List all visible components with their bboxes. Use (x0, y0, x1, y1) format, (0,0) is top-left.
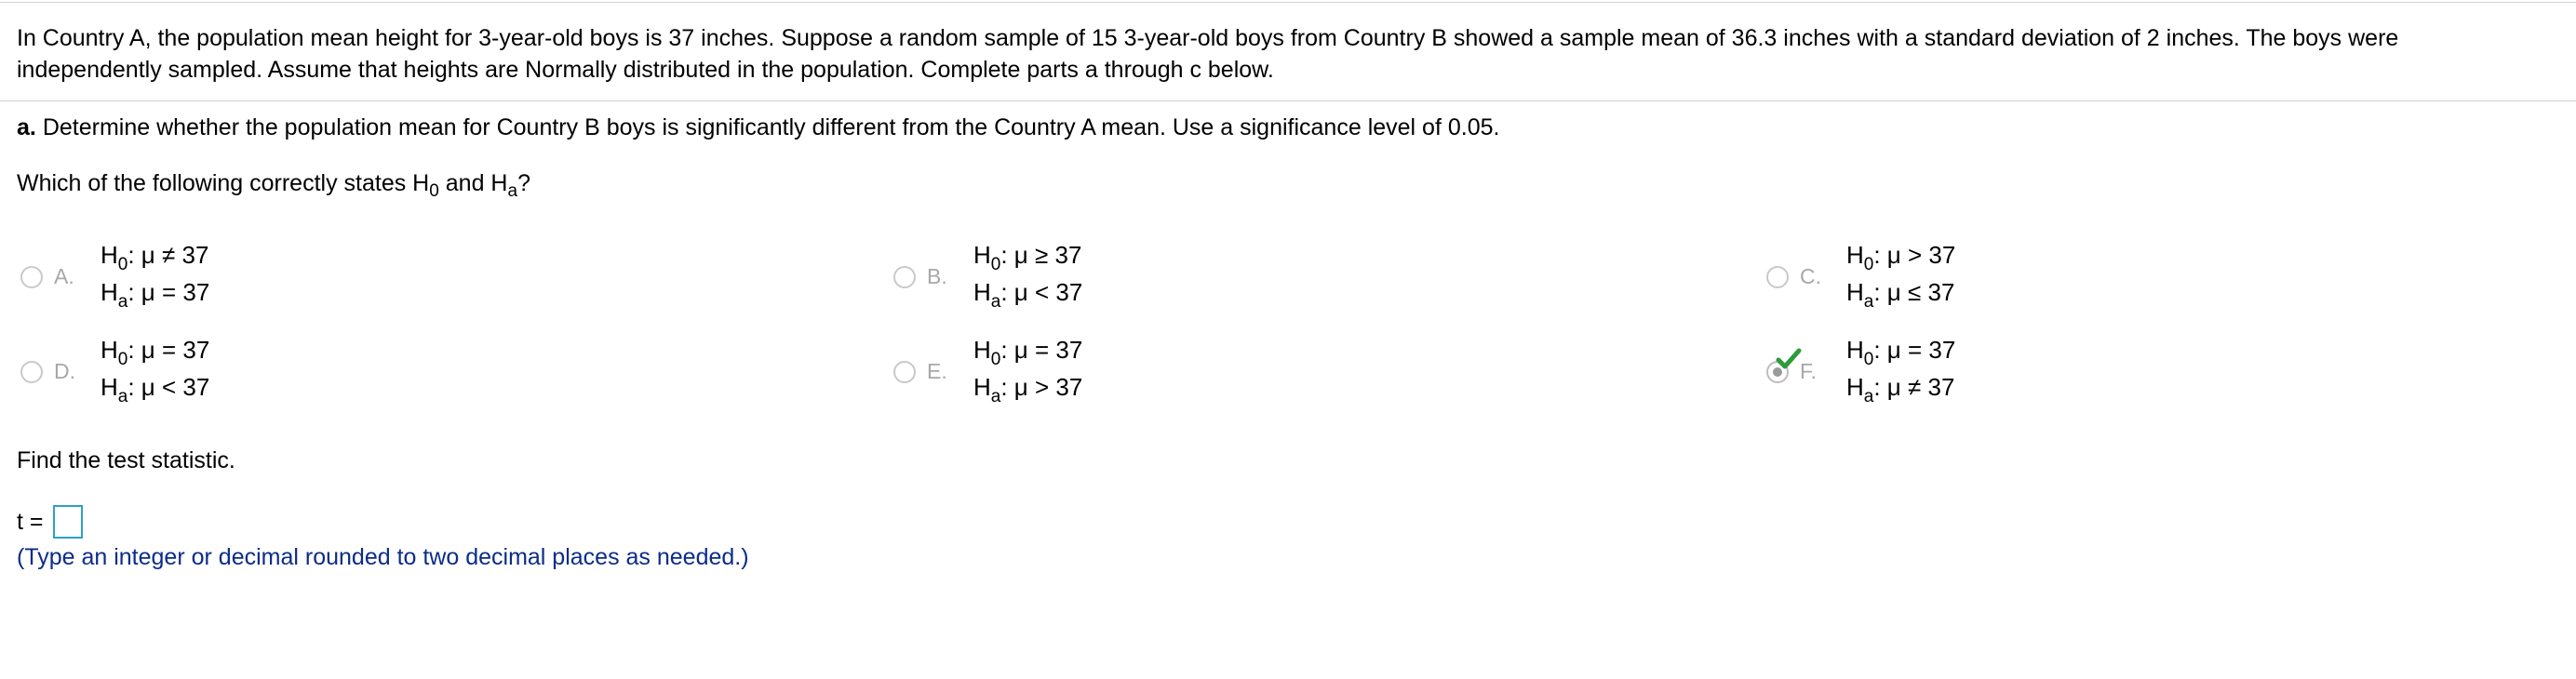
option-e-null-hypothesis: $H_0$: μ = 37 (973, 336, 1083, 369)
section-divider (0, 100, 2576, 101)
option-e-alt-hypothesis: $H_a$: μ > 37 (973, 373, 1083, 406)
option-b-radio[interactable] (893, 266, 916, 288)
option-c-null-hypothesis: $H_0$: μ > 37 (1846, 241, 1956, 274)
option-d-null-hypothesis: $H_0$: μ = 37 (101, 336, 210, 369)
option-e-letter: E. (927, 359, 947, 383)
checkmark-icon (1776, 346, 1802, 372)
option-a-radio[interactable] (20, 266, 43, 288)
option-f-letter: F. (1800, 359, 1817, 383)
answer-format-hint: (Type an integer or decimal rounded to two decimal places as needed.) (17, 544, 749, 570)
option-b-alt-hypothesis: $H_a$: μ < 37 (973, 278, 1083, 312)
t-label: t = (17, 509, 44, 536)
question-sub0: 0 (429, 181, 439, 201)
option-a-letter: A. (54, 264, 74, 288)
option-a-alt-hypothesis: $H_a$: μ = 37 (101, 278, 210, 312)
top-divider (0, 0, 2576, 3)
part-a-instruction (17, 112, 1499, 143)
option-d-letter: D. (54, 359, 75, 383)
option-e-radio[interactable] (893, 361, 916, 383)
test-statistic-row (17, 502, 83, 539)
problem-statement: In Country A, the population mean height for 3-year-old boys is 37 inches. Suppose a random sample of 15 3-year-old boys from Country B showed a sample mean of 36.3 inches with a standard deviation of 2 inches. The boys were independently sampled. Assume that heights are Normally distributed in the population. Complete parts a through c below. (17, 25, 2399, 83)
option-c-letter: C. (1800, 264, 1821, 288)
question-prefix: Which of the following correctly states H (17, 170, 430, 196)
option-c-alt-hypothesis: $H_a$: μ ≤ 37 (1846, 278, 1955, 312)
option-c-radio[interactable] (1766, 266, 1789, 288)
find-test-statistic-label: Find the test statistic. (17, 447, 235, 473)
test-statistic-input[interactable] (53, 505, 83, 539)
option-d-radio[interactable] (20, 361, 43, 383)
option-f-alt-hypothesis: $H_a$: μ ≠ 37 (1846, 373, 1955, 406)
question-suffix: ? (517, 170, 530, 196)
option-d-alt-hypothesis: $H_a$: μ < 37 (101, 373, 210, 406)
option-b-letter: B. (927, 264, 947, 288)
question-suba: a (507, 181, 518, 201)
part-a-label: a. (17, 114, 36, 140)
option-f-null-hypothesis: $H_0$: μ = 37 (1846, 336, 1956, 369)
option-a-null-hypothesis: $H_0$: μ ≠ 37 (101, 241, 209, 274)
option-b-null-hypothesis: $H_0$: μ ≥ 37 (973, 241, 1082, 274)
question-middle: and H (438, 170, 508, 196)
part-a-text: Determine whether the population mean for Country B boys is significantly different from the Country A mean. Use a significance level of 0.05. (42, 114, 1500, 140)
hypothesis-question (17, 167, 530, 199)
